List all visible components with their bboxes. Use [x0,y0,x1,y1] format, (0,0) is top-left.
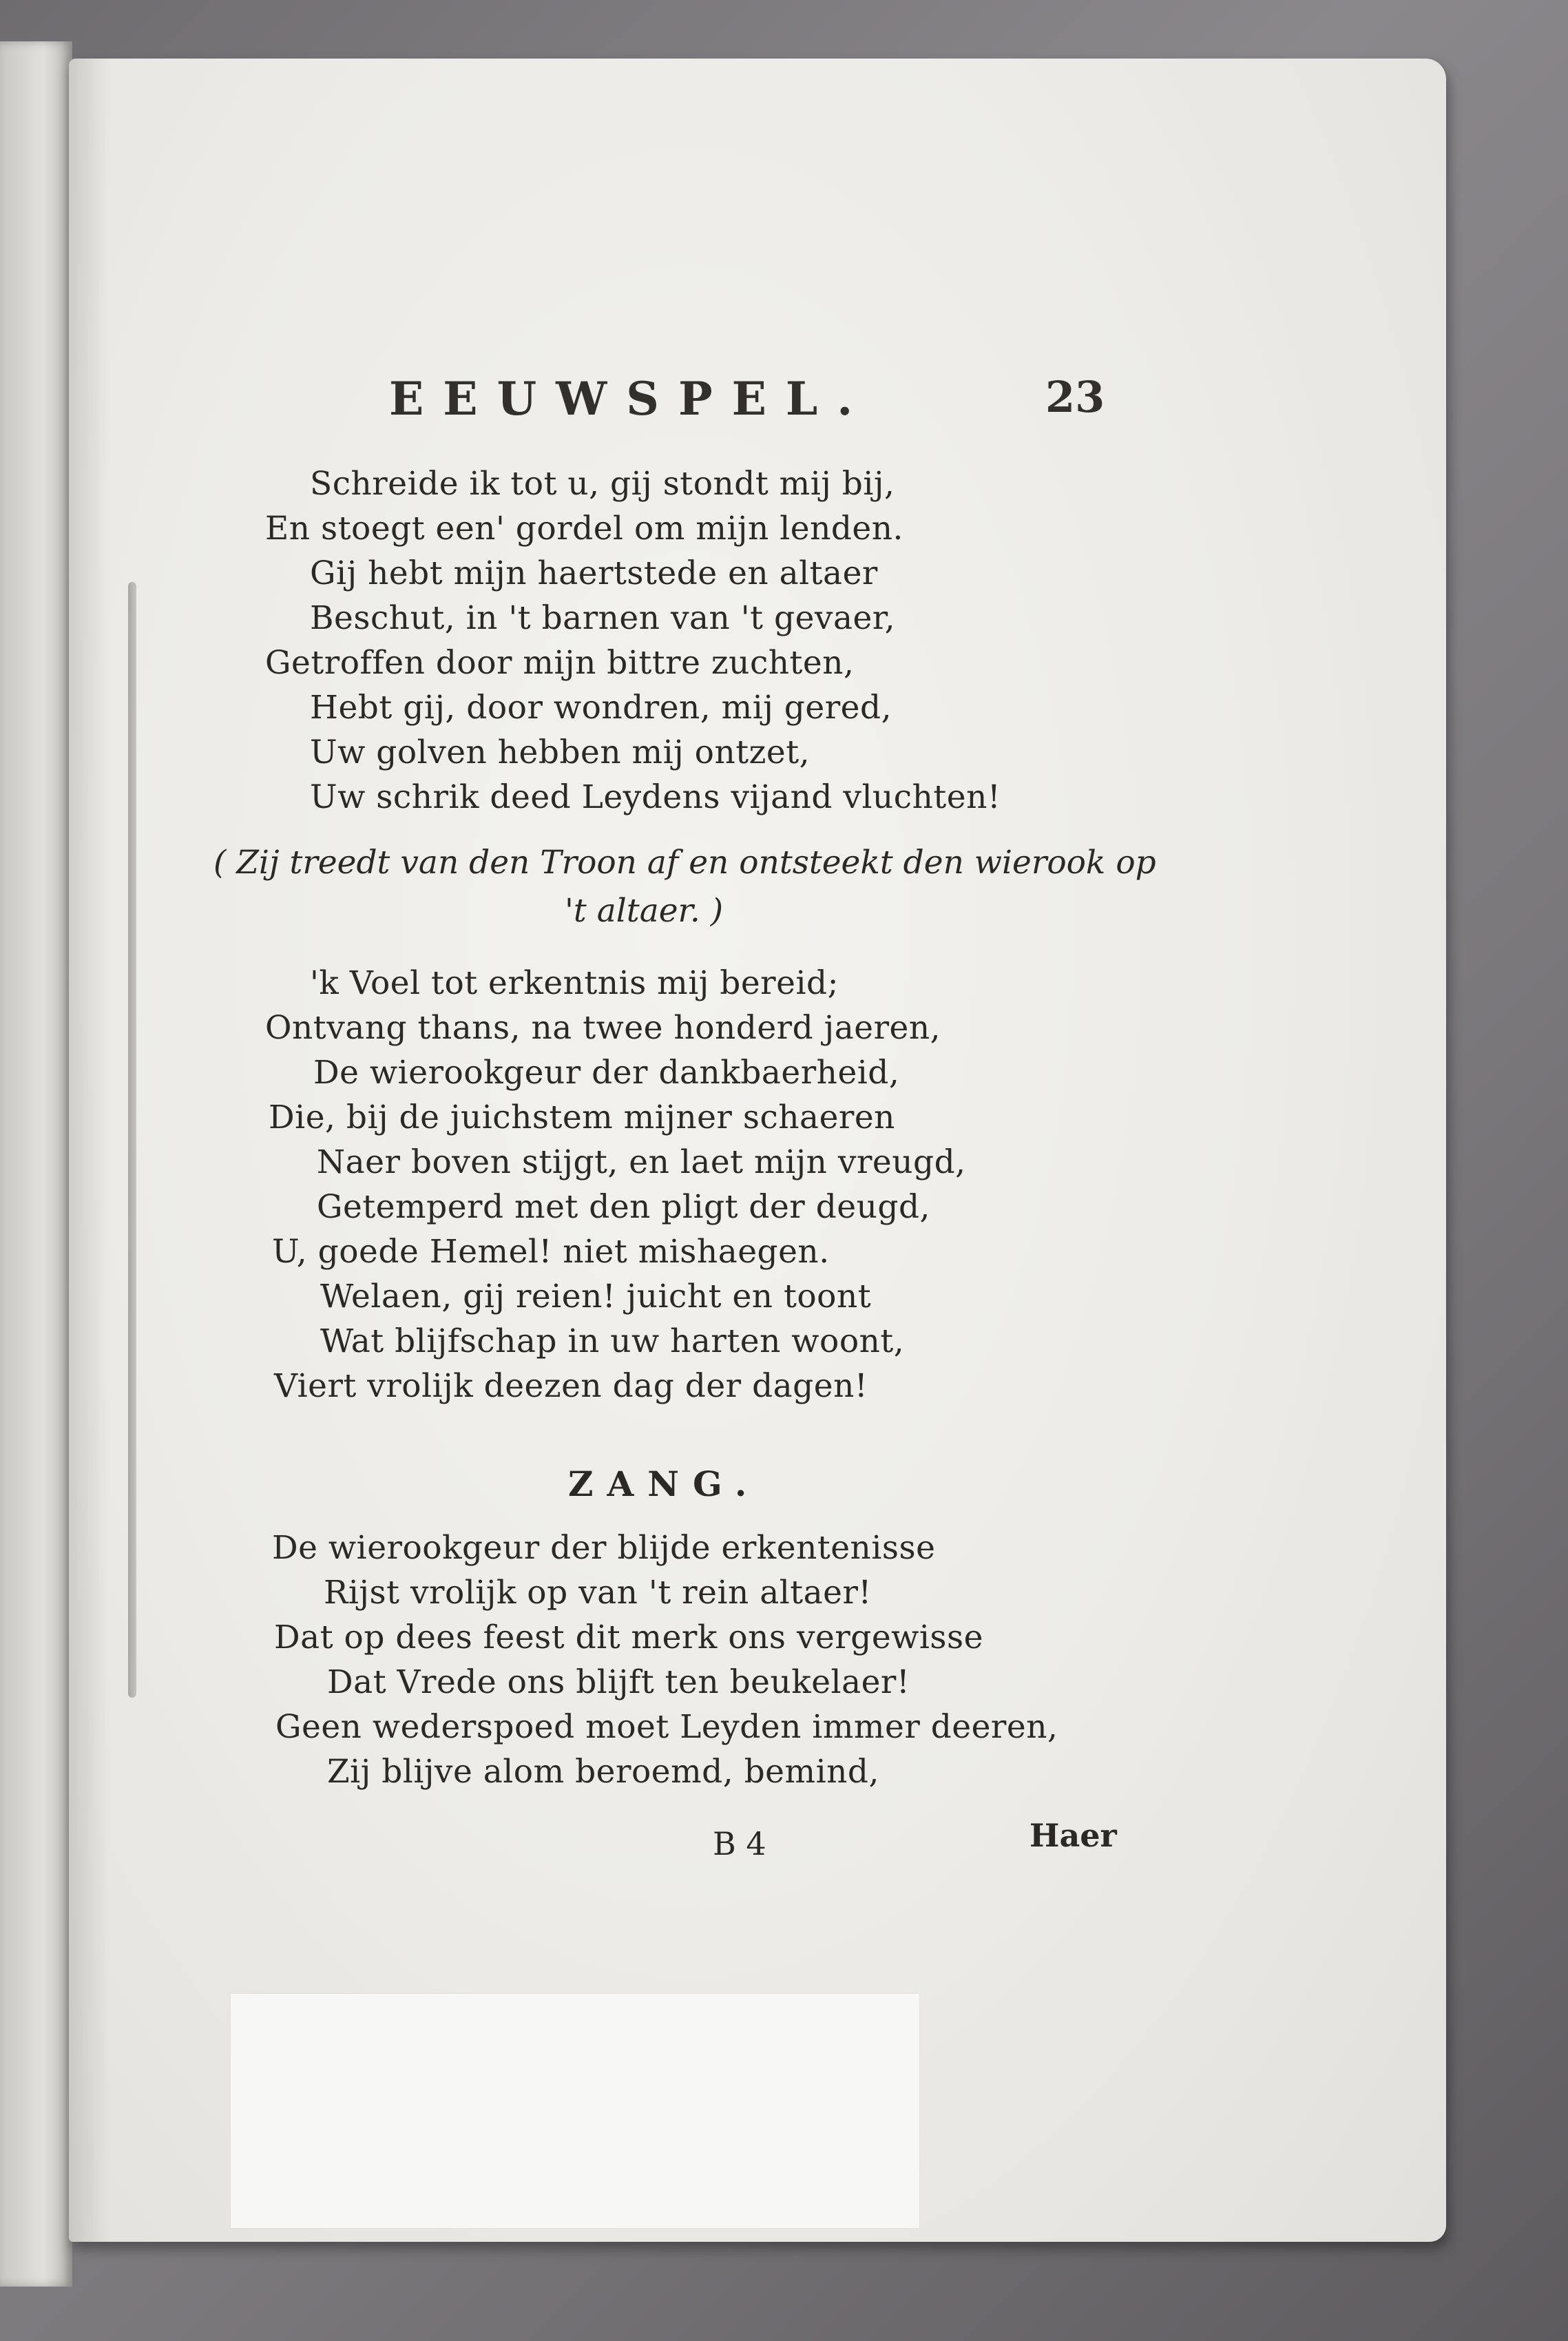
running-head: EEUWSPEL. [389,372,872,426]
verse-line: Getemperd met den pligt der deugd, [317,1188,930,1226]
verse-line: En stoegt een' gordel om mijn lenden. [265,510,903,548]
verse-line: Zij blijve alom beroemd, bemind, [327,1753,879,1791]
verse-line: Die, bij de juichstem mijner schaeren [269,1099,895,1136]
verse-line: Gij hebt mijn haertstede en altaer [310,554,878,592]
catchword: Haer [1029,1817,1117,1854]
verse-line: Schreide ik tot u, gij stondt mij bij, [310,465,895,503]
verse-line: Naer boven stijgt, en laet mijn vreugd, [317,1143,966,1181]
verse-line: Hebt gij, door wondren, mij gered, [310,689,892,727]
verse-line: Uw golven hebben mij ontzet, [310,733,811,771]
stage-direction-line: ( Zij treedt van den Troon af en ontsteekt den wierook op [213,844,1156,882]
verse-line: Dat op dees feest dit merk ons vergewisse [274,1619,983,1656]
verse-line: Wat blijfschap in uw harten woont, [320,1322,905,1360]
gutter-shadow [69,59,110,2242]
verse-line: Dat Vrede ons blijft ten beukelaer! [327,1663,910,1701]
verse-line: Welaen, gij reien! juicht en toont [320,1278,872,1315]
verse-line: Rijst vrolijk op van 't rein altaer! [324,1574,872,1612]
verse-line: Ontvang thans, na twee honderd jaeren, [265,1009,941,1047]
left-page-edge [0,41,72,2287]
signature-mark: B 4 [713,1825,766,1862]
book-page [69,59,1446,2242]
spine-fold [128,582,136,1698]
blank-label-patch [231,1994,919,2228]
verse-line: 'k Voel tot erkentnis mij bereid; [310,964,839,1002]
section-heading: ZANG. [568,1464,761,1504]
verse-line: Geen wederspoed moet Leyden immer deeren, [275,1708,1058,1746]
verse-line: U, goede Hemel! niet mishaegen. [272,1233,830,1271]
verse-line: Beschut, in 't barnen van 't gevaer, [310,599,896,637]
stage-direction-line: 't altaer. ) [565,892,724,930]
verse-line: Viert vrolijk deezen dag der dagen! [274,1367,868,1405]
verse-line: Uw schrik deed Leydens vijand vluchten! [310,778,1001,816]
verse-line: De wierookgeur der dankbaerheid, [313,1054,900,1092]
page-number: 23 [1045,372,1105,422]
verse-line: Getroffen door mijn bittre zuchten, [265,644,855,682]
verse-line: De wierookgeur der blijde erkentenisse [272,1529,936,1567]
